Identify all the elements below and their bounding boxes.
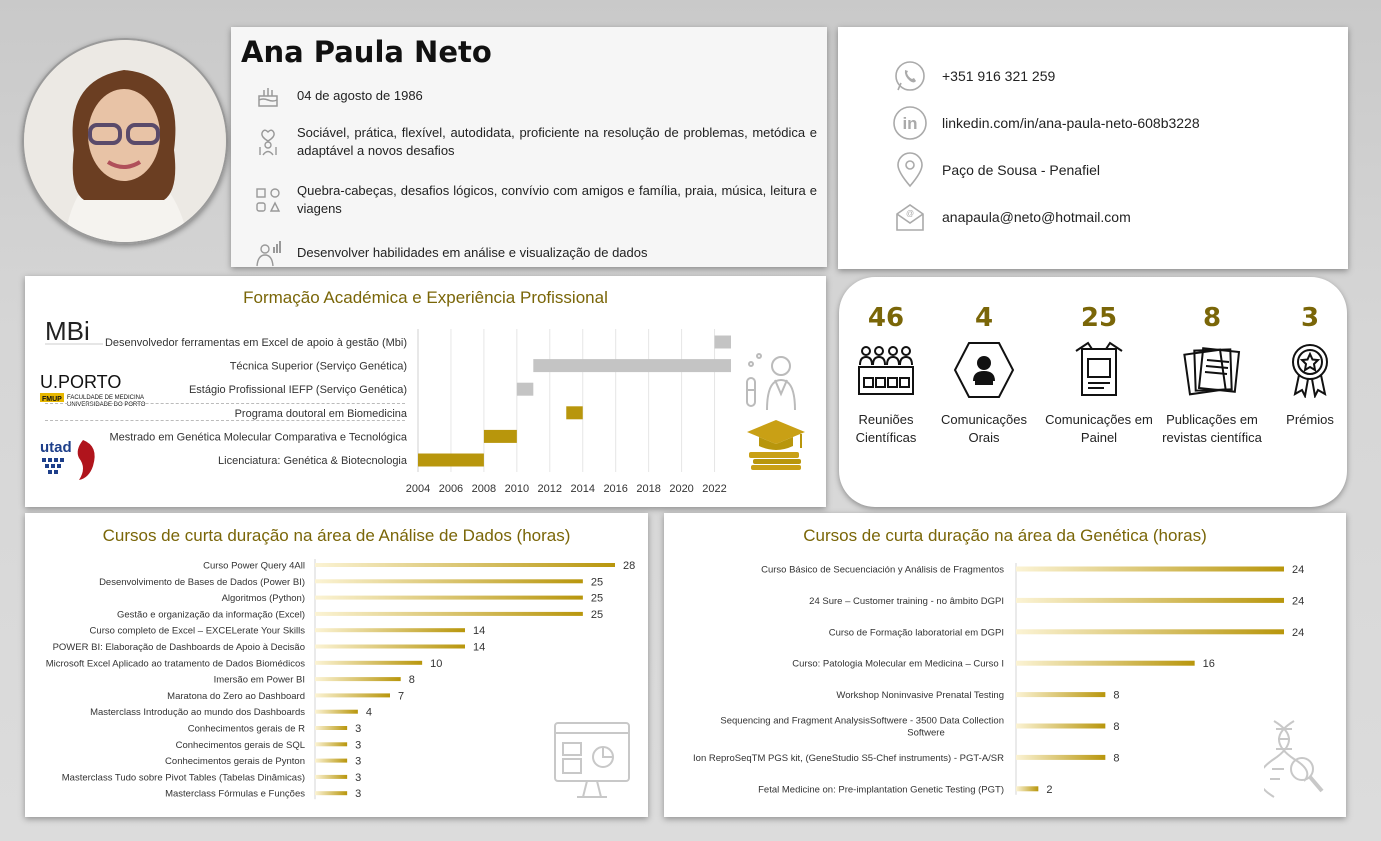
y-category-label: Curso completo de Excel – EXCELerate Your Skills: [89, 625, 305, 637]
stat-value: 25: [1080, 303, 1118, 333]
value-bar: [1016, 567, 1284, 572]
dashboard-monitor-icon: [553, 721, 631, 806]
chart-title: Cursos de curta duração na área de Análise de Dados (horas): [102, 526, 571, 545]
data-label: 25: [590, 608, 604, 621]
y-category-label: Curso: Patologia Molecular em Medicina – Curso I: [792, 658, 1004, 670]
data-label: 24: [1292, 626, 1305, 639]
email-row[interactable]: [892, 199, 1131, 235]
y-category-label: Curso Power Query 4All: [203, 560, 305, 572]
data-label: 3: [355, 739, 362, 752]
goal-text: Desenvolver habilidades em análise e visualização de dados: [297, 245, 648, 260]
y-category-label: Programa doutoral em Biomedicina: [234, 407, 407, 420]
stats-card: [839, 277, 1347, 507]
contact-card: [838, 27, 1348, 269]
stat-awards: [1255, 303, 1365, 429]
y-category-label: Maratona do Zero ao Dashboard: [167, 690, 305, 702]
mbi-logo-text: MBi: [45, 316, 90, 346]
profile-photo: [22, 38, 228, 244]
y-category-label: Fetal Medicine on: Pre-implantation Genetic Testing (PGT): [758, 784, 1004, 796]
linkedin-icon: [892, 105, 928, 141]
data-label: 8: [1113, 721, 1120, 733]
data-label: 3: [355, 723, 362, 735]
meeting-icon: [831, 339, 941, 401]
value-bar: [1016, 692, 1105, 697]
y-category-label: Conhecimentos gerais de Pynton: [165, 756, 305, 768]
data-label: 10: [430, 657, 443, 670]
publications-icon: [1157, 339, 1267, 401]
data-label: 4: [365, 706, 372, 719]
y-category-label: Workshop Noninvasive Prenatal Testing: [836, 690, 1004, 702]
hobbies-icon: [251, 183, 285, 217]
range-bar: [418, 454, 484, 467]
location-row: [892, 152, 1100, 188]
profile-card: [231, 27, 827, 267]
stat-label: Reuniões Científicas: [855, 412, 917, 445]
range-bar: [533, 359, 731, 372]
y-category-label: Softwere: [907, 727, 945, 739]
y-category-label: Mestrado em Genética Molecular Comparativa e Tecnológica: [109, 431, 407, 444]
y-category-label: 24 Sure – Customer training - no âmbito DGPI: [809, 595, 1004, 607]
x-tick-label: 2010: [504, 483, 530, 495]
y-category-label: Algoritmos (Python): [221, 593, 305, 605]
education-experience-card: [25, 276, 826, 507]
utad-logo-text: utad: [40, 439, 72, 456]
y-category-label: POWER BI: Elaboração de Dashboards de Apoio à Decisão: [52, 642, 305, 653]
education-experience-chart: [25, 276, 826, 507]
stat-value: 4: [974, 303, 994, 333]
value-bar: [315, 579, 583, 583]
x-tick-label: 2008: [471, 483, 497, 495]
value-bar: [1016, 598, 1284, 603]
profile-photo-art: [24, 40, 226, 242]
dna-icon: [1264, 719, 1326, 804]
y-category-label: Masterclass Tudo sobre Pivot Tables (Tabelas Dinâmicas): [61, 772, 305, 784]
hobbies-row: [251, 182, 817, 218]
value-bar: [1016, 786, 1038, 791]
stat-label: Prémios: [1286, 412, 1334, 427]
chart-title: Formação Académica e Experiência Profissional: [243, 288, 608, 307]
y-category-label: Conhecimentos gerais de R: [187, 723, 305, 735]
goal-row: [251, 236, 817, 270]
x-tick-label: 2004: [405, 483, 431, 495]
y-category-label: Imersão em Power BI: [213, 674, 305, 686]
genetics-courses-chart: [664, 513, 1346, 817]
value-bar: [1016, 755, 1105, 760]
y-category-label: Desenvolvedor ferramentas em Excel de apoio à gestão (Mbi): [104, 337, 407, 349]
range-bar: [715, 336, 731, 349]
award-icon: [1255, 339, 1365, 401]
stat-publications: [1157, 303, 1267, 447]
data-label: 16: [1202, 658, 1215, 671]
birthday-cake-icon: [251, 79, 285, 113]
personality-icon: [251, 125, 285, 159]
x-tick-label: 2020: [669, 483, 694, 495]
data-label: 25: [590, 576, 604, 589]
stat-meetings: [831, 303, 941, 447]
y-category-label: Curso Básico de Secuenciación y Análisis de Fragmentos: [761, 564, 1004, 576]
y-category-label: Curso de Formação laboratorial em DGPI: [828, 627, 1004, 639]
uporto-logo-text: U.PORTO: [40, 372, 122, 392]
poster-icon: [1044, 339, 1154, 401]
y-category-label: Masterclass Introdução ao mundo dos Dashboards: [90, 707, 305, 719]
value-bar: [315, 791, 347, 795]
location-text: Paço de Sousa - Penafiel: [942, 162, 1100, 178]
data-label: 3: [355, 788, 362, 801]
y-category-label: Masterclass Fórmulas e Funções: [165, 788, 305, 800]
x-tick-label: 2018: [636, 483, 661, 495]
x-tick-label: 2016: [603, 483, 628, 495]
range-bar: [517, 383, 533, 396]
svg-text:@: @: [905, 209, 915, 218]
data-label: 8: [1113, 689, 1120, 702]
data-label: 14: [473, 641, 486, 654]
birthdate-text: 04 de agosto de 1986: [297, 88, 423, 103]
email-icon: [892, 199, 928, 235]
hobbies-text: Quebra-cabeças, desafios lógicos, convívio com amigos e família, praia, música, leitura e viagens: [297, 183, 817, 216]
value-bar: [315, 710, 358, 714]
x-tick-label: 2006: [438, 483, 464, 495]
location-pin-icon: [892, 152, 928, 188]
data-analysis-courses-card: [25, 513, 648, 817]
data-label: 8: [408, 674, 415, 687]
value-bar: [315, 628, 465, 632]
y-category-label: Ion ReproSeqTM PGS kit, (GeneStudio S5-Chef instruments) - PGT-A/SR: [693, 752, 1004, 764]
data-label: 25: [590, 592, 604, 605]
value-bar: [315, 563, 615, 567]
data-label: 3: [355, 755, 362, 768]
y-category-label: Estágio Profissional IEFP (Serviço Genética): [188, 384, 407, 397]
value-bar: [315, 596, 583, 600]
y-category-label: Microsoft Excel Aplicado ao tratamento de Dados Biomédicos: [45, 658, 305, 670]
y-category-label: Gestão e organização da informação (Excel): [117, 609, 305, 621]
chart-title: Cursos de curta duração na área da Genética (horas): [803, 526, 1207, 545]
phone-row[interactable]: [892, 58, 1055, 94]
value-bar: [315, 759, 347, 763]
data-label: 3: [355, 771, 362, 784]
y-category-label: Desenvolvimento de Bases de Dados (Power BI): [99, 576, 305, 588]
phone-text: +351 916 321 259: [942, 68, 1056, 84]
x-tick-label: 2012: [537, 483, 563, 495]
y-category-label: Licenciatura: Genética & Biotecnologia: [218, 455, 407, 467]
data-label: 7: [398, 690, 405, 703]
value-bar: [315, 612, 583, 616]
y-category-label: Sequencing and Fragment AnalysisSoftwere - 3500 Data Collection: [720, 715, 1004, 727]
value-bar: [315, 775, 347, 779]
linkedin-text: linkedin.com/in/ana-paula-neto-608b3228: [942, 115, 1200, 131]
data-label: 24: [1292, 595, 1305, 608]
whatsapp-icon: [892, 58, 928, 94]
stat-value: 3: [1300, 303, 1320, 333]
value-bar: [1016, 724, 1105, 729]
fmup-sub1-text: FACULDADE DE MEDICINA: [67, 395, 145, 401]
data-label: 24: [1292, 564, 1305, 576]
data-label: 14: [473, 625, 486, 638]
stat-poster: [1044, 303, 1154, 447]
scientist-icon: [743, 348, 807, 417]
speaker-icon: [929, 339, 1039, 401]
x-tick-label: 2014: [570, 483, 595, 495]
value-bar: [315, 661, 422, 665]
range-bar: [566, 406, 582, 419]
x-tick-label: 2022: [702, 483, 727, 495]
stat-label: Comunicações Orais: [941, 412, 1027, 445]
profile-name: Ana Paula Neto: [241, 35, 492, 69]
svg-text:in: in: [902, 114, 918, 133]
y-category-label: Técnica Superior (Serviço Genética): [229, 360, 407, 373]
email-text: anapaula@neto@hotmail.com: [942, 209, 1131, 225]
data-label: 8: [1113, 752, 1120, 765]
linkedin-row[interactable]: [892, 105, 1200, 141]
y-category-label: Conhecimentos gerais de SQL: [175, 739, 305, 751]
stat-label: Publicações em revistas científica: [1162, 412, 1262, 445]
stat-label: Comunicações em Painel: [1045, 412, 1153, 445]
value-bar: [315, 645, 465, 649]
personality-row: [251, 124, 817, 160]
stat-value: 46: [867, 303, 905, 333]
data-label: 28: [623, 560, 636, 572]
fmup-sub2-text: UNIVERSIDADE DO PORTO: [67, 402, 146, 408]
value-bar: [1016, 629, 1284, 634]
genetics-courses-card: [664, 513, 1346, 817]
value-bar: [315, 693, 390, 697]
value-bar: [1016, 661, 1195, 666]
value-bar: [315, 742, 347, 746]
stat-value: 8: [1202, 303, 1222, 333]
value-bar: [315, 677, 401, 681]
birthdate-row: [251, 79, 817, 113]
personality-text: Sociável, prática, flexível, autodidata, proficiente na resolução de problemas, metódica e adaptável a novos desafios: [297, 125, 817, 158]
graduation-cap-icon: [745, 418, 807, 475]
value-bar: [315, 726, 347, 730]
fmup-text: FMUP: [42, 396, 62, 403]
goal-icon: [251, 236, 285, 270]
data-label: 2: [1046, 783, 1053, 796]
stat-oral: [929, 303, 1039, 447]
range-bar: [484, 430, 517, 443]
